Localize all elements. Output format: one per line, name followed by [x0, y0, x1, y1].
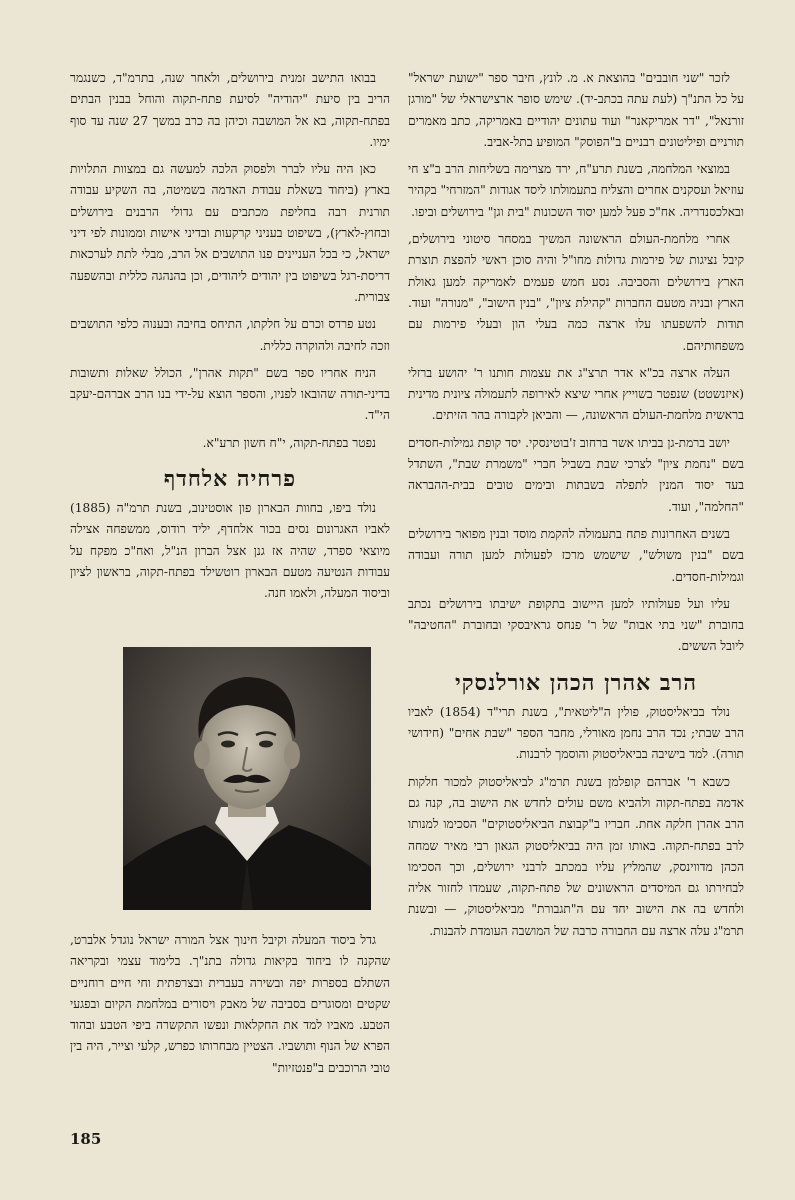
left-paragraph-7: גדל ביסוד המעלה וקיבל חינוך אצל המורה ישראל נוגדל אלברט, שהקנה לו ביחוד בקיאות גדולה בתנ"ך. בלימוד עצמי ובקריאה השתלם בספרות יפה ובשירה בעברית ובצרפתית וחי חיים רוחניים שקטים ומסוגרים בסביבה של מאבק ויסורים במלחמת הקיום ובפגעי הטבע. מאביו למד את החקלאות ונפשו התקשרה ביפי הטבע ובהוד הפרא של הנוף ותושביו. הצטיין מבחרותו כפרש, קלעי וצייר, היה בין טובי הרוכבים ב"פנטזיות" — [70, 933, 390, 1075]
right-paragraph-9: כשבא ר' אברהם קופלמן בשנת תרמ"ג לביאליסטוק למכור חלקות אדמה בפתח-תקוה ולהביא משם עולים לחדש את הישוב בה, קנה גם הרב אהרן חלקה אחת. חבריו ב"קבוצת הביאליסטוקים" הסכימו למנותו לרב בפתח-תקוה. באותו זמן היה בביאליסטוק הגאון רבי מאיר שמחה הכהן מדווינסק, שהמליץ עליו במכתב לרבני ירושלים, וכך הסכימו לבחירתו גם המיסדים הראשונים של פתח-תקוה, שעמדו לחזור אליה ולחדש בה את הישוב יחד עם ה"תגבורת" מביאליסטוק, — ובשנת תרמ"ג עלה ארצה עם החבורה כרבה של המושבה העומדת להבנות. — [408, 774, 744, 938]
left-column — [70, 68, 390, 611]
left-paragraph-5: נפטר בפתח-תקוה, י"ח חשון תרע"א. — [202, 435, 376, 450]
portrait-image — [123, 647, 371, 910]
right-paragraph-7: עליו ועל פעולותיו למען היישוב בתקופת ישיבתו בירושלים נכתב בחוברת "שני בתי אבות" של ר' פנחס גראיבסקי ובחוברת "החטיבה" ליובל הששים. — [408, 596, 744, 654]
left-paragraph-3: נטע פרדס וכרם על חלקתו, התיחס בחיבה ובענוה כלפי התושבים וזכה לחיבה ולהוקרה כללית. — [70, 317, 390, 353]
right-paragraph-2: במוצאי המלחמה, בשנת תרע"ח, ירד מצרימה בשליחות הרב ב"צ חי עוזיאל ועסקנים אחרים והצליח בתעמולתו ליסד אגודות "המזרחי" בקהיר ובאלכסנדריה. אח"כ פעל למען יסוד השכונות "בית וגן" בירושלים וביפו. — [408, 162, 744, 219]
left-paragraph-6: נולד ביפו, בחוות הבארון פון אוסטינוב, בשנת תרמ"ה (1885) לאביו האגרונום נסים בכור אלחדף, יליד רודוס, ממשפחה אצילה מיוצאי ספרד, שהיה אז גנן אצל הברון הנ"ל, ואח"כ מפקח על עבודות הנטיעה מטעם הבארון רוטשילד בפתח-תקוה, בראשון לציון וביסוד המעלה, ולאמו חנה. — [70, 501, 390, 601]
left-paragraph-1: בבואו התישב זמנית בירושלים, ולאחר שנה, בתרמ"ד, כשנגמר הריב בין סיעת "יהודיה" לסיעת פתח-תקוה והוחל בבנין הבתים בפתח-תקוה, בא אל המושבה וכיהן בה כרב במשך 27 שנה עד סוף ימיו. — [70, 71, 390, 149]
section-heading-orlansky: הרב אהרן הכהן אורלנסקי — [455, 669, 697, 696]
right-paragraph-3: אחרי מלחמת-העולם הראשונה המשיך במסחר סיטוני בירושלים, קיבל נציגות של פירמות גדולות מחו"ל והיה סוכן ראשי להפצת תוצרת הארץ בירושלים והסביבה. נסע חמש פעמים לאמריקה למען גאולת הארץ ובניה מטעם החברות "קהילת ציון", "בנין הישוב", "מנורה" ועוד. תודות להשפעתו עלו ארצה כמה בעלי הון ובעלי פירמות עם משפחותיהם. — [408, 232, 744, 353]
right-paragraph-1: לזכר "שני חובבים" בהוצאת א. מ. לונץ, חיבר ספר "ישועת ישראל" על כל התנ"ך (לעת עתה בכתב-יד). שימש סופר ארצישראלי של "מורגן זורנאל", "דר אמריקאנר" ועוד עתונים יהודיים באמריקה, כתב מאמרים תורניים ופיליטונים רבניים ב"הפוסק" המופיע בתל-אביב. — [408, 71, 744, 149]
right-paragraph-5: יושב ברמת-גן בביתו אשר ברחוב ז'בוטינסקי. יסד קופת גמילות-חסדים בשם "נחמת ציון" לצרכי שבת בשביל חברי "משמרת שבת", השתדל בעד יסוד המנין לתפלה בשבתות ובימים טובים בבית-ההבראה "החלמה", ועוד. — [408, 435, 744, 514]
section-heading-elhadef: פרחיה אלחדף — [163, 466, 297, 493]
right-paragraph-6: בשנים האחרונות פתח בתעמולה להקמת מוסד ובנין מפואר בירושלים בשם "בנין משולש", שישמש מרכז לפעולות למען תורה ועבודה וגמילות-חסדים. — [408, 526, 744, 584]
left-paragraph-2: כאן היה עליו לברר ולפסוק הלכה למעשה גם במצוות התלויות בארץ (ביחוד בשאלת עבודת האדמה בשמיטה, בה השקיע עבודה תורנית רבה בחליפת מכתבים עם גדולי הרבנים בירושלים ובחוץ-לארץ), בשיפוט בעניני קרקעות ובדיני אישות וממונות לפי דיני ישראל, כי בכל העניינים פנו התושבים אל הרב, מבלי לתת לערכאות דריסת-רגל בשיפוט בין יהודים ליהודים, וכן בהנהגה כללית ובהשפעה צבורית. — [70, 162, 390, 304]
portrait-photo — [123, 647, 371, 910]
left-paragraph-4: הניח אחריו ספר בשם "תקות אהרן", הכולל שאלות ותשובות בדיני-תורה שהובאו לפניו, והספר הוצא על-ידי בנו הרב אברהם-יעקב הי"ד. — [70, 365, 390, 423]
left-column-lower — [70, 930, 390, 1085]
right-paragraph-4: העלה ארצה בכ"א אדר תרצ"ג את עצמות חותנו ר' יהושע ברזלי (איזנשטט) שנפטר בשוייץ אחרי שיצא לאירופה לתעמולה ציונית מדינית בראשית מלחמת-העולם הראשונה, — והביאן לקבורה בהר הזיתים. — [408, 365, 744, 423]
right-column — [408, 68, 744, 948]
page-number: 185 — [70, 1130, 102, 1148]
right-paragraph-8: נולד בביאליסטוק, פולין ה"ליטאית", בשנת תרי"ד (1854) לאביו הרב שבתי; נכד הרב נחמן מאורלי, מחבר הספר "שבת אחים" (חידושי תורה). למד בישיבה בביאליסטוק והוסמך לרבנות. — [408, 704, 744, 762]
